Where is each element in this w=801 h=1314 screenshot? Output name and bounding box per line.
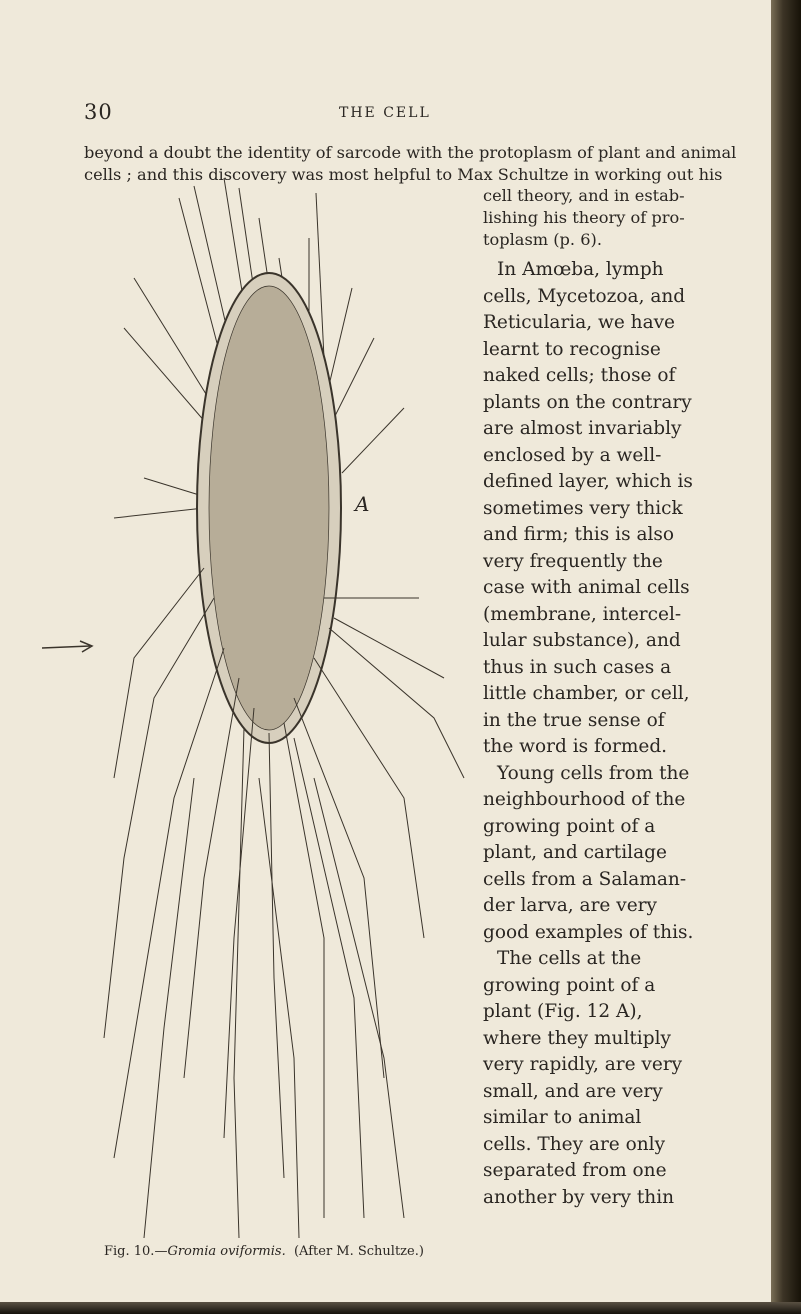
- text-line: cells from a Salaman-: [483, 868, 687, 890]
- text-line: toplasm (p. 6).: [483, 230, 602, 249]
- figure-caption: [104, 1244, 424, 1259]
- text-line: neighbourhood of the: [483, 789, 686, 810]
- text-line: enclosed by a well-: [483, 444, 662, 466]
- text-line: learnt to recognise: [483, 338, 661, 360]
- body-line-2: cells ; and this discovery was most helpful to Max Schultze in working out his: [84, 165, 723, 184]
- text-line: (membrane, intercel-: [483, 603, 682, 625]
- caption-prefix: Fig. 10.—: [104, 1244, 168, 1259]
- text-line: where they multiply: [483, 1027, 671, 1049]
- text-line: cells, Mycetozoa, and: [483, 285, 686, 307]
- text-line: and firm; this is also: [483, 524, 675, 545]
- text-line: very frequently the: [483, 550, 663, 572]
- body-line-1: beyond a doubt the identity of sarcode with the protoplasm of plant and animal: [84, 143, 737, 162]
- text-line: plants on the contrary: [483, 391, 692, 413]
- text-column-paragraph: [483, 257, 708, 1211]
- text-line: another by very thin: [483, 1186, 675, 1208]
- text-line: small, and are very: [483, 1080, 663, 1102]
- text-line: cell theory, and in estab-: [483, 186, 685, 205]
- text-line: thus in such cases a: [483, 656, 672, 678]
- text-line: In Amœba, lymph: [497, 259, 664, 280]
- page-number: 30: [84, 100, 113, 124]
- text-line: lishing his theory of pro-: [483, 208, 685, 227]
- text-line: case with animal cells: [483, 577, 690, 598]
- pointer-arrow-icon: [42, 640, 102, 654]
- figure-label-a: A: [355, 492, 370, 516]
- caption-species: Gromia oviformis.: [167, 1244, 286, 1259]
- text-line: Reticularia, we have: [483, 312, 676, 333]
- text-line: very rapidly, are very: [483, 1054, 683, 1075]
- text-line: cells. They are only: [483, 1133, 666, 1155]
- caption-credit: (After M. Schultze.): [293, 1244, 424, 1259]
- text-column-continuation: [483, 185, 708, 251]
- text-line: lular substance), and: [483, 630, 681, 651]
- running-header: THE CELL: [339, 105, 431, 121]
- page-bottom-edge: [0, 1302, 801, 1314]
- text-line: similar to animal: [483, 1107, 642, 1128]
- text-line: defined layer, which is: [483, 471, 693, 492]
- book-spine-shadow: [771, 0, 801, 1314]
- text-line: der larva, are very: [483, 895, 657, 916]
- text-line: growing point of a: [483, 974, 656, 996]
- text-line: plant, and cartilage: [483, 842, 667, 863]
- text-line: Young cells from the: [497, 762, 690, 784]
- text-line: in the true sense of: [483, 709, 665, 731]
- text-line: growing point of a: [483, 815, 656, 837]
- text-line: little chamber, or cell,: [483, 683, 690, 704]
- text-line: are almost invariably: [483, 418, 682, 439]
- text-line: the word is formed.: [483, 736, 668, 757]
- text-line: good examples of this.: [483, 921, 694, 943]
- text-line: sometimes very thick: [483, 497, 683, 519]
- gromia-illustration: [84, 178, 479, 1240]
- text-line: plant (Fig. 12 A),: [483, 1001, 643, 1022]
- text-line: naked cells; those of: [483, 365, 676, 386]
- text-line: The cells at the: [497, 948, 642, 969]
- text-line: separated from one: [483, 1160, 667, 1181]
